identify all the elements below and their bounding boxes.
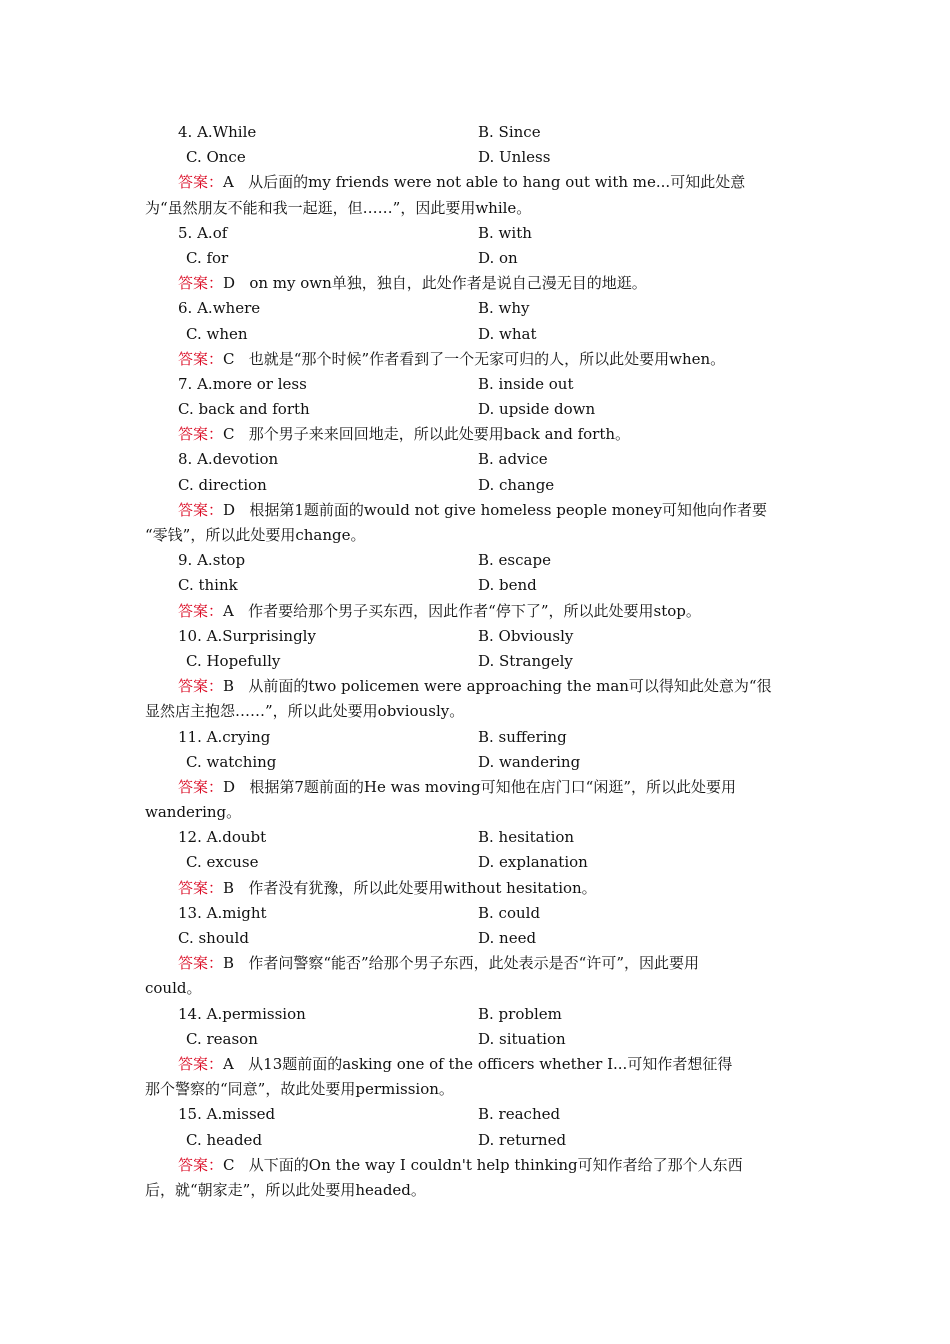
question-block xyxy=(145,725,810,826)
option-c: C. think xyxy=(178,576,238,595)
answer-label: 答案： xyxy=(178,425,224,444)
question-block xyxy=(145,548,810,624)
option-c: C. reason xyxy=(186,1029,258,1048)
options-row-ab xyxy=(145,120,810,145)
options-row-cd xyxy=(145,1128,810,1153)
answer-line xyxy=(145,170,810,195)
option-a-text: A.more or less xyxy=(197,374,307,393)
answer-continuation: “零钱”，所以此处要用change。 xyxy=(145,526,366,544)
question-number: 11. xyxy=(178,727,202,746)
option-a-text: A.of xyxy=(197,223,228,242)
option-a-text: A.where xyxy=(197,299,261,318)
answer-continuation: 为“虽然朋友不能和我一起逛，但……”，因此要用while。 xyxy=(145,198,532,217)
option-a xyxy=(178,725,270,750)
answer-line xyxy=(145,876,810,901)
answer-line xyxy=(145,271,810,296)
question-block xyxy=(145,901,810,1002)
answer-continuation: could。 xyxy=(145,979,202,998)
option-c: C. Once xyxy=(186,148,246,167)
question-number: 12. xyxy=(178,828,202,847)
option-c: C. should xyxy=(178,929,249,947)
answer-label: 答案： xyxy=(178,601,224,620)
options-row-cd xyxy=(145,322,810,347)
option-a-text: A.doubt xyxy=(206,828,267,847)
answer-label: 答案： xyxy=(178,878,224,897)
answer-line xyxy=(145,422,810,447)
option-d: D. what xyxy=(478,324,537,343)
option-b: B. problem xyxy=(478,1004,562,1023)
option-c: C. headed xyxy=(186,1130,263,1149)
question-number: 10. xyxy=(178,626,202,645)
option-a-text: A.permission xyxy=(206,1004,306,1023)
options-row-ab xyxy=(145,447,810,472)
option-a-text: A.missed xyxy=(206,1105,276,1124)
option-a-text: A.crying xyxy=(206,727,271,746)
option-d: D. explanation xyxy=(478,853,588,872)
option-a xyxy=(178,1002,306,1027)
answer-explanation: B 从前面的two policemen were approaching the man可以得知此处意为“很 xyxy=(223,677,772,696)
answer-continuation: 那个警察的“同意”，故此处要用permission。 xyxy=(145,1080,454,1099)
question-block xyxy=(145,624,810,725)
option-a xyxy=(178,296,260,321)
option-a xyxy=(178,221,227,246)
option-b: B. suffering xyxy=(478,727,567,746)
options-row-cd xyxy=(145,397,810,422)
answer-explanation: A 从后面的my friends were not able to hang out with me...可知此处意 xyxy=(223,173,746,192)
answer-explanation: C 那个男子来来回回地走，所以此处要用back and forth。 xyxy=(223,425,631,444)
option-a xyxy=(178,624,316,649)
answer-explanation: D on my own单独，独自，此处作者是说自己漫无目的地逛。 xyxy=(223,274,647,293)
option-c: C. direction xyxy=(178,475,267,494)
answer-line xyxy=(145,498,810,523)
answer-line xyxy=(145,599,810,624)
question-number: 5. xyxy=(178,223,193,242)
option-b: B. hesitation xyxy=(478,828,575,847)
option-d: D. Strangely xyxy=(478,651,573,670)
options-row-ab xyxy=(145,221,810,246)
options-row-ab xyxy=(145,548,810,573)
answer-line xyxy=(145,775,810,800)
answer-label: 答案： xyxy=(178,274,224,293)
question-number: 14. xyxy=(178,1004,202,1023)
question-block xyxy=(145,1002,810,1103)
option-c: C. when xyxy=(186,324,248,343)
answer-explanation: D 根据第1题前面的would not give homeless people money可知他向作者要 xyxy=(223,500,768,519)
answer-line xyxy=(145,347,810,372)
answer-line xyxy=(145,951,810,976)
option-d: D. situation xyxy=(478,1029,566,1048)
option-b: B. Since xyxy=(478,123,541,141)
option-b: B. inside out xyxy=(478,374,574,393)
answer-line xyxy=(145,1052,810,1077)
options-row-ab xyxy=(145,372,810,397)
options-row-ab xyxy=(145,725,810,750)
option-a-text: A.devotion xyxy=(197,450,279,469)
question-list xyxy=(145,120,810,1203)
option-b: B. could xyxy=(478,903,541,922)
option-a xyxy=(178,120,256,145)
answer-explanation: C 从下面的On the way I couldn't help thinking可知作者给了那个人东西 xyxy=(223,1155,743,1174)
options-row-ab xyxy=(145,1002,810,1027)
answer-explanation: A 从13题前面的asking one of the officers whether I...可知作者想征得 xyxy=(223,1054,733,1073)
option-b: B. with xyxy=(478,223,532,242)
options-row-cd xyxy=(145,1027,810,1052)
answer-line xyxy=(145,1153,810,1178)
option-c: C. excuse xyxy=(186,853,259,872)
answer-label: 答案： xyxy=(178,173,224,192)
answer-explanation: D 根据第7题前面的He was moving可知他在店门口“闲逛”，所以此处要用 xyxy=(223,777,736,796)
option-d: D. need xyxy=(478,929,537,947)
option-a-text: A.Surprisingly xyxy=(206,626,316,645)
option-d: D. upside down xyxy=(478,400,596,419)
option-a xyxy=(178,447,278,472)
option-a xyxy=(178,901,267,926)
question-block xyxy=(145,120,810,221)
answer-explanation: C 也就是“那个时候”作者看到了一个无家可归的人，所以此处要用when。 xyxy=(223,349,726,368)
option-b: B. Obviously xyxy=(478,626,574,645)
option-a-text: A.While xyxy=(197,123,257,141)
options-row-cd xyxy=(145,926,810,951)
answer-label: 答案： xyxy=(178,1054,224,1073)
option-a xyxy=(178,548,245,573)
question-block xyxy=(145,372,810,448)
answer-label: 答案： xyxy=(178,1155,224,1174)
option-c: C. for xyxy=(186,248,229,267)
question-block xyxy=(145,221,810,297)
options-row-cd xyxy=(145,145,810,170)
question-number: 8. xyxy=(178,450,193,469)
option-c: C. watching xyxy=(186,752,277,771)
option-b: B. reached xyxy=(478,1105,561,1124)
question-number: 15. xyxy=(178,1105,202,1124)
options-row-cd xyxy=(145,750,810,775)
answer-explanation: A 作者要给那个男子买东西，因此作者“停下了”，所以此处要用stop。 xyxy=(223,601,701,620)
options-row-cd xyxy=(145,473,810,498)
answer-label: 答案： xyxy=(178,777,224,796)
question-number: 4. xyxy=(178,123,193,141)
answer-label: 答案： xyxy=(178,954,224,973)
option-a-text: A.might xyxy=(206,903,267,922)
options-row-ab xyxy=(145,1102,810,1127)
options-row-cd xyxy=(145,246,810,271)
answer-label: 答案： xyxy=(178,677,224,696)
answer-continuation: 后，就“朝家走”，所以此处要用headed。 xyxy=(145,1180,426,1199)
answer-explanation: B 作者没有犹豫，所以此处要用without hesitation。 xyxy=(223,878,597,897)
options-row-cd xyxy=(145,649,810,674)
option-d: D. Unless xyxy=(478,148,551,167)
options-row-ab xyxy=(145,901,810,926)
option-a xyxy=(178,825,266,850)
option-d: D. on xyxy=(478,248,518,267)
option-b: B. advice xyxy=(478,450,548,469)
option-d: D. bend xyxy=(478,576,537,595)
option-d: D. change xyxy=(478,475,555,494)
option-c: C. back and forth xyxy=(178,400,310,419)
question-block xyxy=(145,825,810,901)
option-b: B. why xyxy=(478,299,530,318)
answer-line xyxy=(145,674,810,699)
options-row-cd xyxy=(145,850,810,875)
options-row-ab xyxy=(145,825,810,850)
question-number: 9. xyxy=(178,551,193,570)
answer-label: 答案： xyxy=(178,500,224,519)
question-number: 13. xyxy=(178,903,202,922)
answer-explanation: B 作者问警察“能否”给那个男子东西，此处表示是否“许可”，因此要用 xyxy=(223,954,700,973)
question-number: 7. xyxy=(178,374,193,393)
option-a-text: A.stop xyxy=(197,551,246,570)
question-number: 6. xyxy=(178,299,193,318)
options-row-ab xyxy=(145,624,810,649)
question-block xyxy=(145,1102,810,1203)
question-block xyxy=(145,447,810,548)
answer-label: 答案： xyxy=(178,349,224,368)
question-block xyxy=(145,296,810,372)
option-d: D. wandering xyxy=(478,752,581,771)
options-row-cd xyxy=(145,573,810,598)
option-c: C. Hopefully xyxy=(186,651,281,670)
option-b: B. escape xyxy=(478,551,551,570)
answer-continuation: 显然店主抱怨……”，所以此处要用obviously。 xyxy=(145,702,465,721)
option-a xyxy=(178,1102,275,1127)
option-d: D. returned xyxy=(478,1130,567,1149)
answer-continuation: wandering。 xyxy=(145,803,242,822)
option-a xyxy=(178,372,307,397)
options-row-ab xyxy=(145,296,810,321)
